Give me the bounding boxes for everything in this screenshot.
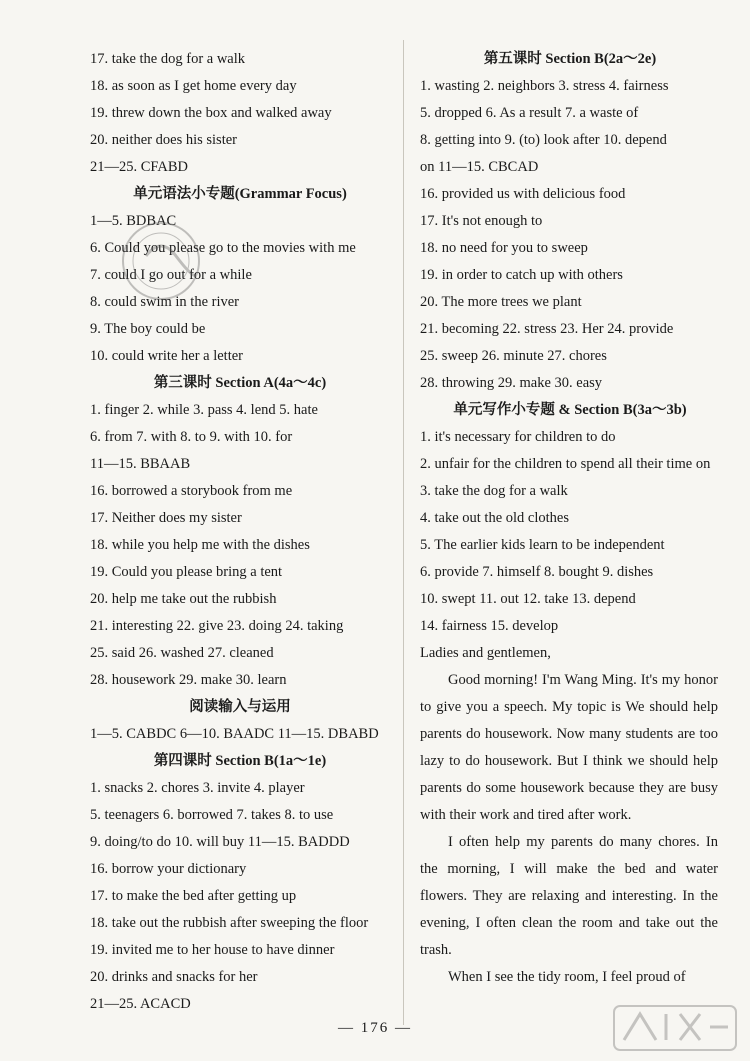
answer-line: 19. threw down the box and walked away — [90, 105, 332, 121]
answer-line: 20. help me take out the rubbish — [90, 591, 277, 607]
answer-line: 1. it's necessary for children to do — [420, 429, 616, 445]
essay-paragraph: When I see the tidy room, I feel proud of — [448, 969, 686, 985]
essay-salutation: Ladies and gentlemen, — [420, 645, 551, 661]
section-heading: 阅读输入与运用 — [189, 699, 291, 715]
answer-line: 14. fairness 15. develop — [420, 618, 559, 634]
answer-line: 16. borrow your dictionary — [90, 861, 247, 877]
answer-line: 21—25. CFABD — [90, 159, 189, 175]
answer-line: 21. becoming 22. stress 23. Her 24. provide — [420, 321, 674, 337]
section-heading: 单元写作小专题 & Section B(3a～3b) — [453, 402, 687, 418]
answer-line: 1. wasting 2. neighbors 3. stress 4. fairness — [420, 78, 669, 94]
answer-line: 17. It's not enough to — [420, 213, 543, 229]
answer-line: 28. throwing 29. make 30. easy — [420, 375, 603, 391]
answer-line: 17. take the dog for a walk — [90, 51, 246, 67]
answer-line: 11—15. BBAAB — [90, 456, 191, 472]
answer-line: 6. Could you please go to the movies with me — [90, 240, 356, 256]
answer-line: 8. getting into 9. (to) look after 10. depend — [420, 132, 667, 148]
answer-line: 16. borrowed a storybook from me — [90, 483, 293, 499]
answer-line: 3. take the dog for a walk — [420, 483, 568, 499]
section-heading: 第五课时 Section B(2a～2e) — [483, 51, 657, 67]
answer-line: 18. take out the rubbish after sweeping the floor — [90, 915, 369, 931]
answer-line: 1—5. BDBAC — [90, 213, 177, 229]
answer-line: 8. could swim in the river — [90, 294, 240, 310]
answer-line: 19. Could you please bring a tent — [90, 564, 283, 580]
answer-line: 28. housework 29. make 30. learn — [90, 672, 287, 688]
answer-line: 6. from 7. with 8. to 9. with 10. for — [90, 429, 293, 445]
essay-paragraph: I often help my parents do many chores. In the morning, I will make the bed and water flowers. They are relaxing and interesting. In the evening, I often clean the room and take out the trash. — [420, 834, 718, 958]
right-column — [420, 46, 720, 991]
answer-line: 17. to make the bed after getting up — [90, 888, 297, 904]
answer-line: 16. provided us with delicious food — [420, 186, 626, 202]
answer-line: 18. no need for you to sweep — [420, 240, 588, 256]
answer-line: 5. teenagers 6. borrowed 7. takes 8. to use — [90, 807, 334, 823]
answer-line: 21—25. ACACD — [90, 996, 191, 1012]
answer-line: 10. swept 11. out 12. take 13. depend — [420, 591, 636, 607]
section-heading: 第四课时 Section B(1a～1e) — [153, 753, 327, 769]
answer-line: 2. unfair for the children to spend all their time on — [420, 456, 711, 472]
answer-line: 20. neither does his sister — [90, 132, 237, 148]
column-divider — [403, 40, 404, 1025]
page-number: — 176 — — [338, 1020, 412, 1036]
answer-line: 20. drinks and snacks for her — [90, 969, 258, 985]
answer-line: 19. in order to catch up with others — [420, 267, 623, 283]
left-column — [90, 46, 390, 1018]
answer-line: 25. said 26. washed 27. cleaned — [90, 645, 274, 661]
answer-line: 18. while you help me with the dishes — [90, 537, 310, 553]
answer-line: 17. Neither does my sister — [90, 510, 242, 526]
answer-line: 9. doing/to do 10. will buy 11—15. BADDD — [90, 834, 350, 850]
answer-line: 1. snacks 2. chores 3. invite 4. player — [90, 780, 305, 796]
answer-line: 1. finger 2. while 3. pass 4. lend 5. hate — [90, 402, 318, 418]
watermark-stamp-icon — [116, 216, 226, 306]
answer-line: 4. take out the old clothes — [420, 510, 569, 526]
section-heading: 第三课时 Section A(4a～4c) — [153, 375, 327, 391]
answer-line: 21. interesting 22. give 23. doing 24. taking — [90, 618, 344, 634]
answer-line: 10. could write her a letter — [90, 348, 243, 364]
answer-line: 6. provide 7. himself 8. bought 9. dishes — [420, 564, 654, 580]
answer-line: 7. could I go out for a while — [90, 267, 252, 283]
answer-line: 20. The more trees we plant — [420, 294, 582, 310]
answer-line: 5. dropped 6. As a result 7. a waste of — [420, 105, 639, 121]
answer-line: 5. The earlier kids learn to be independent — [420, 537, 665, 553]
essay-paragraph: Good morning! I'm Wang Ming. It's my honor to give you a speech. My topic is We should help parents do housework. Now many students are too lazy to do housework. But I think we should help parents do some housework because they are busy with their work and tired after work. — [420, 672, 718, 823]
answer-line: 18. as soon as I get home every day — [90, 78, 297, 94]
section-heading: 单元语法小专题(Grammar Focus) — [133, 186, 347, 202]
answer-line: 1—5. CABDC 6—10. BAADC 11—15. DBABD — [90, 726, 379, 742]
answer-line: 9. The boy could be — [90, 321, 206, 337]
answer-line: on 11—15. CBCAD — [420, 159, 539, 175]
answer-line: 25. sweep 26. minute 27. chores — [420, 348, 607, 364]
answer-line: 19. invited me to her house to have dinner — [90, 942, 335, 958]
